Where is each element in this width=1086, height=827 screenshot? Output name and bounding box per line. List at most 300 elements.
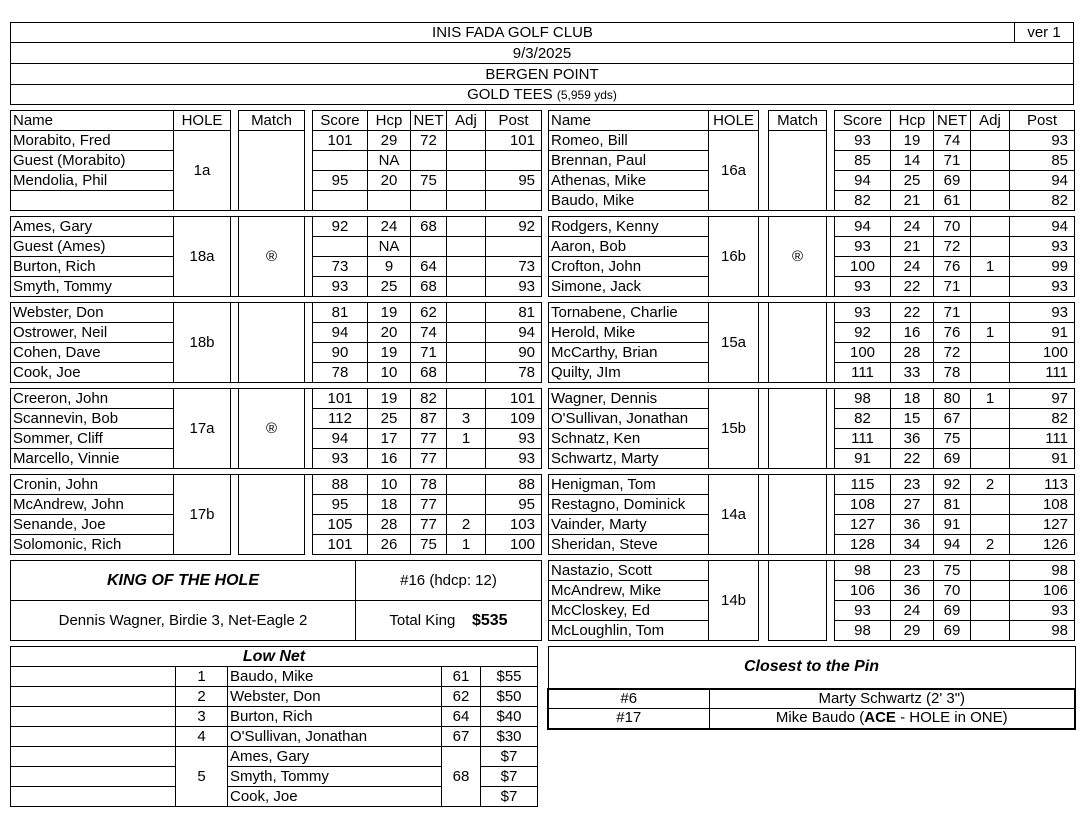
player-adj	[447, 151, 486, 171]
player-hcp: 19	[368, 389, 411, 409]
low-net-prize: $7	[481, 747, 538, 767]
column-header-post: Post	[486, 111, 542, 131]
low-net-name: Smyth, Tommy	[228, 767, 442, 787]
player-name: Burton, Rich	[11, 257, 174, 277]
club-name: INIS FADA GOLF CLUB	[432, 24, 593, 41]
player-post: 109	[486, 409, 542, 429]
player-hcp: 18	[891, 389, 934, 409]
event-date	[10, 42, 1074, 64]
king-total-amount: $535	[471, 611, 508, 629]
player-name: Herold, Mike	[549, 323, 709, 343]
player-adj	[447, 389, 486, 409]
player-score: 93	[835, 303, 891, 323]
player-hcp: 22	[891, 303, 934, 323]
player-name: Sheridan, Steve	[549, 535, 709, 555]
low-net-row	[11, 747, 538, 767]
player-adj	[447, 363, 486, 383]
king-total-label: Total King	[389, 611, 456, 629]
player-hcp: 28	[891, 343, 934, 363]
player-name: Henigman, Tom	[549, 475, 709, 495]
group-hole: 1a	[174, 131, 231, 211]
course-name	[10, 63, 1074, 85]
player-net: 77	[411, 495, 447, 515]
player-name: Romeo, Bill	[549, 131, 709, 151]
player-net: 61	[934, 191, 971, 211]
group-hole: 17b	[174, 475, 231, 555]
player-name	[11, 191, 174, 211]
king-hole: #16 (hdcp: 12)	[356, 561, 542, 601]
player-name: Solomonic, Rich	[11, 535, 174, 555]
player-hcp	[368, 191, 411, 211]
group-hole: 15b	[709, 389, 759, 469]
king-title: KING OF THE HOLE	[11, 561, 356, 601]
player-score: 101	[313, 535, 368, 555]
low-net-name: Ames, Gary	[228, 747, 442, 767]
player-net: 62	[411, 303, 447, 323]
player-name: Crofton, John	[549, 257, 709, 277]
player-post: 90	[486, 343, 542, 363]
player-adj	[971, 581, 1010, 601]
low-net-place: 4	[176, 727, 228, 747]
player-row	[549, 475, 1075, 495]
player-post: 78	[486, 363, 542, 383]
player-hcp: 10	[368, 475, 411, 495]
player-post: 93	[486, 429, 542, 449]
yardage-text: (5,959 yds)	[556, 87, 617, 102]
player-post: 113	[1010, 475, 1075, 495]
player-name: Vainder, Marty	[549, 515, 709, 535]
player-name: Quilty, JIm	[549, 363, 709, 383]
player-net: 69	[934, 171, 971, 191]
player-score: 128	[835, 535, 891, 555]
player-net: 77	[411, 429, 447, 449]
low-net-blank	[11, 727, 176, 747]
player-adj	[447, 191, 486, 211]
player-adj	[971, 237, 1010, 257]
player-score: 95	[313, 495, 368, 515]
player-score: 106	[835, 581, 891, 601]
player-post: 93	[1010, 303, 1075, 323]
player-hcp: 24	[891, 601, 934, 621]
player-score: 111	[835, 363, 891, 383]
player-score: 90	[313, 343, 368, 363]
player-post: 98	[1010, 621, 1075, 641]
closest-to-pin	[547, 646, 1076, 730]
player-adj	[447, 257, 486, 277]
column-separator	[231, 111, 239, 131]
player-adj	[447, 495, 486, 515]
player-hcp: 29	[891, 621, 934, 641]
player-hcp: 19	[891, 131, 934, 151]
player-adj	[447, 217, 486, 237]
player-adj	[447, 277, 486, 297]
club-title	[10, 22, 1015, 43]
right-score-table	[548, 110, 1075, 641]
low-net-table	[10, 646, 538, 807]
player-post: 93	[486, 449, 542, 469]
player-score: 93	[835, 237, 891, 257]
player-score: 100	[835, 343, 891, 363]
low-net-title: Low Net	[11, 647, 538, 667]
column-header-post: Post	[1010, 111, 1075, 131]
player-net: 75	[934, 429, 971, 449]
group-match	[239, 131, 305, 211]
player-adj	[971, 303, 1010, 323]
low-net-place: 5	[176, 747, 228, 807]
player-name: Smyth, Tommy	[11, 277, 174, 297]
player-net: 69	[934, 601, 971, 621]
player-name: McLoughlin, Tom	[549, 621, 709, 641]
player-adj	[971, 409, 1010, 429]
player-post: 100	[486, 535, 542, 555]
player-hcp: 21	[891, 191, 934, 211]
player-name: O'Sullivan, Jonathan	[549, 409, 709, 429]
player-net: 75	[411, 171, 447, 191]
player-net: 75	[934, 561, 971, 581]
player-post: 88	[486, 475, 542, 495]
player-net: 68	[411, 363, 447, 383]
player-row	[11, 217, 542, 237]
player-name: Athenas, Mike	[549, 171, 709, 191]
player-name: Webster, Don	[11, 303, 174, 323]
player-post: 108	[1010, 495, 1075, 515]
low-net-place: 1	[176, 667, 228, 687]
player-name: Rodgers, Kenny	[549, 217, 709, 237]
player-score: 85	[835, 151, 891, 171]
player-net: 76	[934, 257, 971, 277]
player-adj: 2	[971, 535, 1010, 555]
player-post: 93	[1010, 131, 1075, 151]
player-score: 94	[313, 323, 368, 343]
player-adj	[447, 475, 486, 495]
player-adj	[971, 151, 1010, 171]
group-match: ®	[769, 217, 827, 297]
player-name: Schnatz, Ken	[549, 429, 709, 449]
low-net-prize: $40	[481, 707, 538, 727]
column-separator	[759, 217, 769, 297]
player-name: Guest (Morabito)	[11, 151, 174, 171]
player-score: 98	[835, 389, 891, 409]
low-net-name: Baudo, Mike	[228, 667, 442, 687]
player-post: 101	[486, 389, 542, 409]
king-of-the-hole	[10, 560, 542, 641]
column-header-score: Score	[313, 111, 368, 131]
player-adj: 1	[447, 535, 486, 555]
column-separator	[759, 561, 769, 641]
player-net: 87	[411, 409, 447, 429]
column-separator	[305, 111, 313, 131]
player-hcp: 25	[891, 171, 934, 191]
player-post: 85	[1010, 151, 1075, 171]
player-adj	[971, 343, 1010, 363]
player-net: 68	[411, 217, 447, 237]
player-name: Mendolia, Phil	[11, 171, 174, 191]
player-hcp: 16	[891, 323, 934, 343]
low-net-score: 68	[442, 747, 481, 807]
player-name: Schwartz, Marty	[549, 449, 709, 469]
player-net: 68	[411, 277, 447, 297]
player-post: 82	[1010, 191, 1075, 211]
group-hole: 15a	[709, 303, 759, 383]
player-score: 73	[313, 257, 368, 277]
low-net-title-row	[11, 647, 538, 667]
player-adj	[447, 343, 486, 363]
player-post: 93	[1010, 237, 1075, 257]
player-hcp: 25	[368, 409, 411, 429]
player-name: Wagner, Dennis	[549, 389, 709, 409]
column-separator	[759, 475, 769, 555]
player-score: 94	[835, 217, 891, 237]
player-hcp: 9	[368, 257, 411, 277]
player-score: 105	[313, 515, 368, 535]
player-hcp: 25	[368, 277, 411, 297]
player-name: Restagno, Dominick	[549, 495, 709, 515]
player-hcp: 34	[891, 535, 934, 555]
player-net: 69	[934, 621, 971, 641]
group-hole: 17a	[174, 389, 231, 469]
player-post: 127	[1010, 515, 1075, 535]
player-hcp: 29	[368, 131, 411, 151]
player-name: Cook, Joe	[11, 363, 174, 383]
tees-text: GOLD TEES	[467, 86, 553, 103]
player-hcp: 19	[368, 303, 411, 323]
player-post: 126	[1010, 535, 1075, 555]
closest-winner-2	[709, 709, 1075, 729]
player-post: 73	[486, 257, 542, 277]
player-name: Nastazio, Scott	[549, 561, 709, 581]
player-name: McCarthy, Brian	[549, 343, 709, 363]
player-name: Simone, Jack	[549, 277, 709, 297]
low-net-row	[11, 707, 538, 727]
player-score: 82	[835, 409, 891, 429]
player-post: 101	[486, 131, 542, 151]
player-score: 98	[835, 561, 891, 581]
player-net	[411, 191, 447, 211]
player-adj: 2	[447, 515, 486, 535]
course-text: BERGEN POINT	[485, 65, 599, 83]
low-net-score: 61	[442, 667, 481, 687]
player-hcp: 20	[368, 323, 411, 343]
low-net-row	[11, 667, 538, 687]
player-adj	[971, 429, 1010, 449]
column-separator	[231, 389, 239, 469]
player-adj	[971, 621, 1010, 641]
player-post: 95	[486, 495, 542, 515]
player-net	[411, 237, 447, 257]
player-adj	[447, 171, 486, 191]
player-net: 67	[934, 409, 971, 429]
player-hcp: 23	[891, 561, 934, 581]
column-separator	[231, 475, 239, 555]
column-header-hole: HOLE	[174, 111, 231, 131]
player-score: 91	[835, 449, 891, 469]
player-score: 93	[835, 277, 891, 297]
player-post: 100	[1010, 343, 1075, 363]
player-score: 93	[835, 131, 891, 151]
player-post: 106	[1010, 581, 1075, 601]
column-separator	[759, 131, 769, 211]
player-net: 94	[934, 535, 971, 555]
player-score: 92	[835, 323, 891, 343]
king-total	[356, 601, 542, 641]
player-score: 82	[835, 191, 891, 211]
player-name: Senande, Joe	[11, 515, 174, 535]
player-post: 95	[486, 171, 542, 191]
player-row	[549, 217, 1075, 237]
low-net-score: 62	[442, 687, 481, 707]
closest-winner-1: Marty Schwartz (2' 3")	[709, 689, 1075, 709]
player-score: 127	[835, 515, 891, 535]
player-hcp: 36	[891, 581, 934, 601]
column-separator	[827, 475, 835, 555]
player-name: McAndrew, Mike	[549, 581, 709, 601]
closest-hole-2: #17	[548, 709, 709, 729]
player-hcp: 16	[368, 449, 411, 469]
player-net: 78	[411, 475, 447, 495]
player-adj	[447, 237, 486, 257]
player-hcp: 10	[368, 363, 411, 383]
player-name: Tornabene, Charlie	[549, 303, 709, 323]
low-net-prize: $55	[481, 667, 538, 687]
player-score: 101	[313, 131, 368, 151]
player-post: 91	[1010, 449, 1075, 469]
column-separator	[759, 111, 769, 131]
player-net: 92	[934, 475, 971, 495]
player-post: 98	[1010, 561, 1075, 581]
player-adj	[447, 131, 486, 151]
player-net: 71	[934, 303, 971, 323]
column-header-net: NET	[411, 111, 447, 131]
player-name: Baudo, Mike	[549, 191, 709, 211]
player-score: 94	[835, 171, 891, 191]
player-row	[11, 389, 542, 409]
column-separator	[827, 131, 835, 211]
player-net: 77	[411, 449, 447, 469]
player-name: Scannevin, Bob	[11, 409, 174, 429]
column-header-name: Name	[549, 111, 709, 131]
player-adj	[971, 561, 1010, 581]
player-hcp: 20	[368, 171, 411, 191]
player-score	[313, 151, 368, 171]
player-post: 92	[486, 217, 542, 237]
date-text: 9/3/2025	[512, 44, 572, 62]
player-hcp: NA	[368, 151, 411, 171]
player-net: 72	[934, 237, 971, 257]
player-post: 82	[1010, 409, 1075, 429]
player-net	[411, 151, 447, 171]
column-separator	[827, 389, 835, 469]
low-net-prize: $7	[481, 767, 538, 787]
player-score: 108	[835, 495, 891, 515]
column-header-hcp: Hcp	[891, 111, 934, 131]
player-score	[313, 237, 368, 257]
player-name: Ames, Gary	[11, 217, 174, 237]
column-separator	[827, 561, 835, 641]
player-adj: 1	[447, 429, 486, 449]
player-row	[549, 131, 1075, 151]
player-adj	[971, 171, 1010, 191]
column-header-net: NET	[934, 111, 971, 131]
player-score: 93	[835, 601, 891, 621]
player-adj: 1	[971, 257, 1010, 277]
player-name: McCloskey, Ed	[549, 601, 709, 621]
player-post: 94	[1010, 217, 1075, 237]
player-score: 93	[313, 449, 368, 469]
low-net-prize: $7	[481, 787, 538, 807]
player-adj	[971, 495, 1010, 515]
player-row	[11, 303, 542, 323]
king-winner: Dennis Wagner, Birdie 3, Net-Eagle 2	[11, 601, 356, 641]
column-header-adj: Adj	[447, 111, 486, 131]
player-score: 100	[835, 257, 891, 277]
low-net-name: O'Sullivan, Jonathan	[228, 727, 442, 747]
group-match	[239, 303, 305, 383]
column-separator	[231, 217, 239, 297]
player-post	[486, 237, 542, 257]
player-row	[549, 389, 1075, 409]
group-match	[769, 131, 827, 211]
closest-title: Closest to the Pin	[548, 647, 1075, 689]
column-separator	[231, 303, 239, 383]
column-separator	[305, 303, 313, 383]
player-score	[313, 191, 368, 211]
low-net-name: Webster, Don	[228, 687, 442, 707]
player-adj	[447, 323, 486, 343]
player-post: 111	[1010, 429, 1075, 449]
player-score: 88	[313, 475, 368, 495]
group-match	[769, 475, 827, 555]
player-post: 81	[486, 303, 542, 323]
player-post: 93	[1010, 277, 1075, 297]
player-net: 76	[934, 323, 971, 343]
player-hcp: 24	[368, 217, 411, 237]
player-score: 111	[835, 429, 891, 449]
header-row	[11, 111, 542, 131]
group-hole: 18a	[174, 217, 231, 297]
player-post	[486, 151, 542, 171]
player-adj: 3	[447, 409, 486, 429]
player-post: 103	[486, 515, 542, 535]
player-score: 93	[313, 277, 368, 297]
player-post: 93	[486, 277, 542, 297]
player-adj	[971, 363, 1010, 383]
group-hole: 16b	[709, 217, 759, 297]
group-hole: 14b	[709, 561, 759, 641]
low-net-blank	[11, 707, 176, 727]
player-hcp: 28	[368, 515, 411, 535]
column-header-adj: Adj	[971, 111, 1010, 131]
player-score: 101	[313, 389, 368, 409]
player-adj: 1	[971, 323, 1010, 343]
player-name: Brennan, Paul	[549, 151, 709, 171]
group-hole: 14a	[709, 475, 759, 555]
player-net: 74	[934, 131, 971, 151]
version-text: ver 1	[1027, 24, 1061, 41]
player-hcp: 33	[891, 363, 934, 383]
player-post: 111	[1010, 363, 1075, 383]
player-hcp: 24	[891, 257, 934, 277]
player-name: McAndrew, John	[11, 495, 174, 515]
player-name: Aaron, Bob	[549, 237, 709, 257]
player-net: 70	[934, 217, 971, 237]
player-adj: 2	[971, 475, 1010, 495]
header-row	[549, 111, 1075, 131]
ace-pre: Mike Baudo (	[775, 709, 865, 727]
player-score: 115	[835, 475, 891, 495]
player-adj	[971, 217, 1010, 237]
player-net: 69	[934, 449, 971, 469]
column-header-match: Match	[239, 111, 305, 131]
